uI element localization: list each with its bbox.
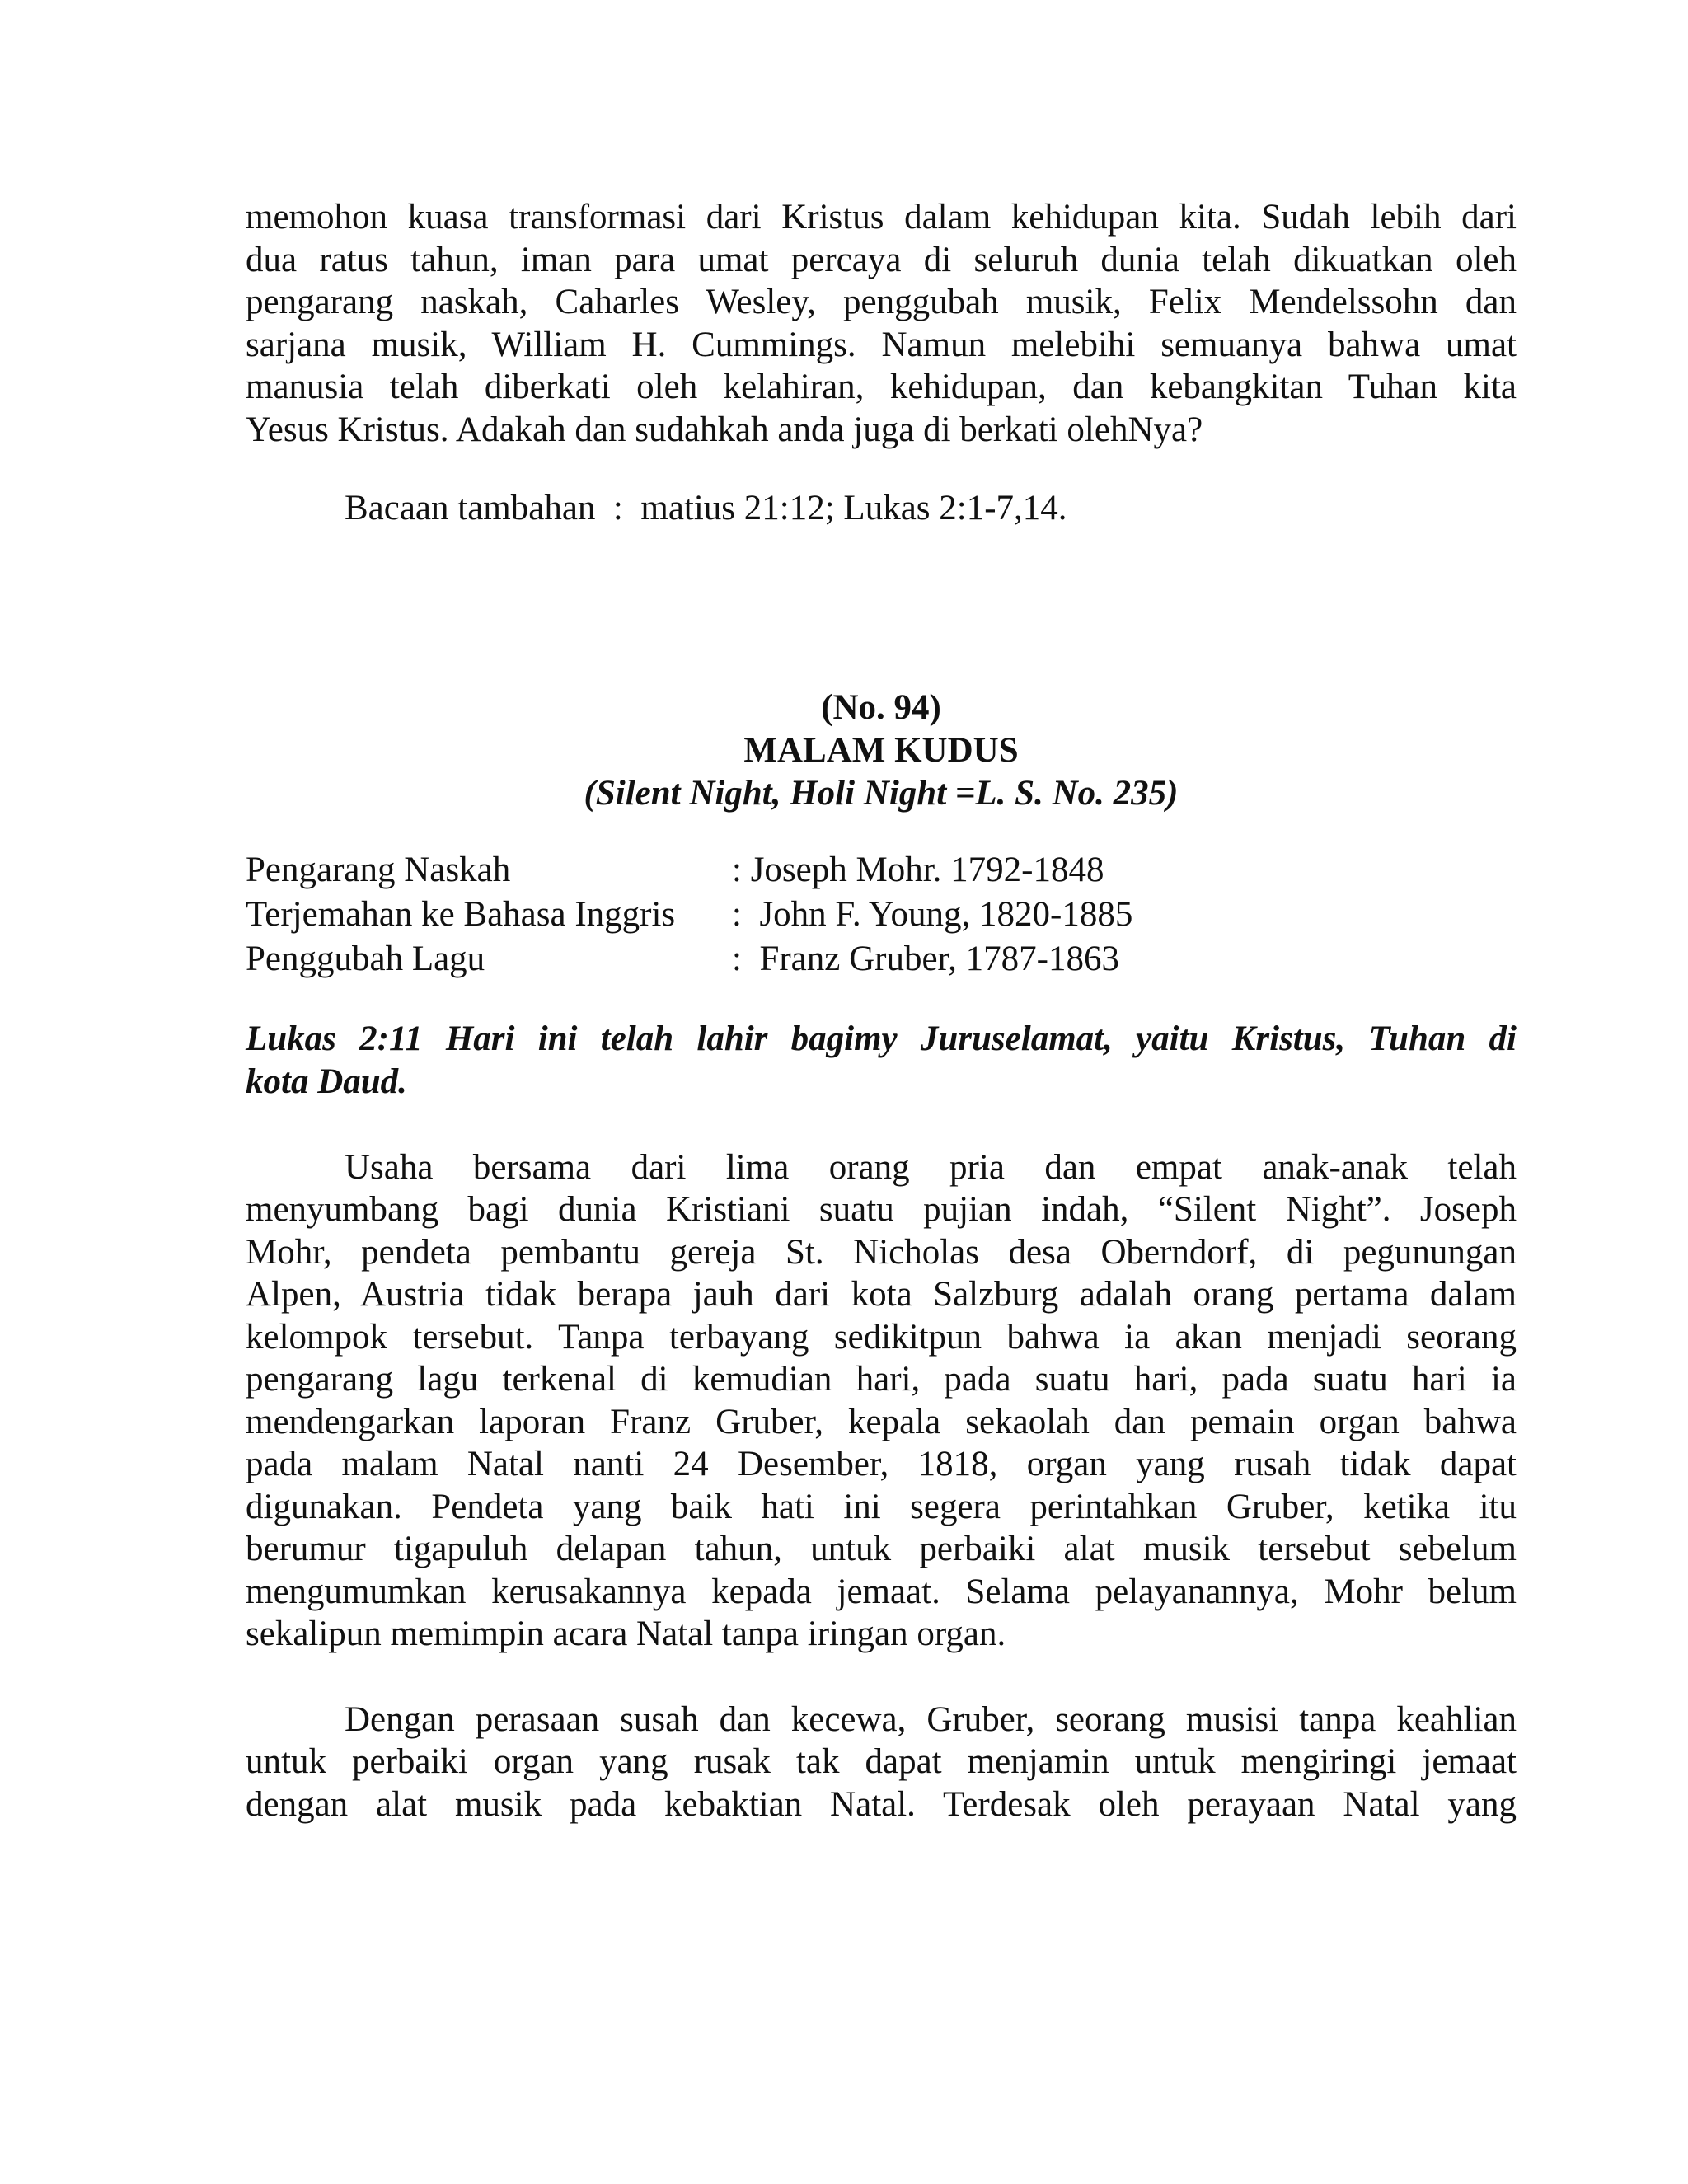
credit-value: : Joseph Mohr. 1792-1848 [732,850,1104,889]
credit-value: : Franz Gruber, 1787-1863 [732,939,1119,978]
credit-value: : John F. Young, 1820-1885 [732,894,1133,934]
scripture-verse [246,1018,1517,1104]
hymn-heading [246,687,1517,815]
text-line: pengarang lagu terkenal di kemudian hari, pada suatu hari, pada suatu hari ia [246,1360,1517,1399]
text-line: menyumbang bagi dunia Kristiani suatu pujian indah, “Silent Night”. Joseph [246,1190,1517,1229]
credit-label: Terjemahan ke Bahasa Inggris [246,894,676,934]
text-line: dua ratus tahun, iman para umat percaya di seluruh dunia telah dikuatkan oleh [246,240,1517,279]
text-line: berumur tigapuluh delapan tahun, untuk perbaiki alat musik tersebut sebelum [246,1530,1517,1568]
text-line: memohon kuasa transformasi dari Kristus dalam kehidupan kita. Sudah lebih dari [246,198,1517,237]
document-page [246,196,1517,1825]
paragraph-gruber [246,1699,1517,1826]
paragraph-history [246,1146,1517,1656]
text-line: pada malam Natal nanti 24 Desember, 1818, organ yang rusah tidak dapat [246,1445,1517,1483]
text-line: Alpen, Austria tidak berapa jauh dari kota Salzburg adalah orang pertama dalam [246,1275,1517,1314]
text-line: mengumumkan kerusakannya kepada jemaat. Selama pelayanannya, Mohr belum [246,1572,1517,1611]
credit-row [246,937,1517,982]
text-line: Yesus Kristus. Adakah dan sudahkah anda juga di berkati olehNya? [246,410,1203,449]
hymn-subtitle: (Silent Night, Holi Night =L. S. No. 235) [584,773,1179,813]
text-line: Usaha bersama dari lima orang pria dan empat anak-anak telah [345,1147,1517,1187]
text-line: Mohr, pendeta pembantu gereja St. Nicholas desa Oberndorf, di pegunungan [246,1232,1517,1272]
text-line: sekalipun memimpin acara Natal tanpa iringan organ. [246,1615,1006,1653]
text-line: manusia telah diberkati oleh kelahiran, kehidupan, dan kebangkitan Tuhan kita [246,368,1517,406]
credit-label: Pengarang Naskah [246,850,511,889]
credit-row [246,893,1517,937]
hymn-number: (No. 94) [821,687,941,727]
text-line: sarjana musik, William H. Cummings. Namun melebihi semuanya bahwa umat [246,325,1517,364]
text-line: kelompok tersebut. Tanpa terbayang sedikitpun bahwa ia akan menjadi seorang [246,1317,1517,1357]
paragraph-intro [246,196,1517,451]
text-line: untuk perbaiki organ yang rusak tak dapat menjamin untuk mengiringi jemaat [246,1742,1517,1781]
hymn-title: MALAM KUDUS [743,730,1019,770]
text-line: digunakan. Pendeta yang baik hati ini segera perintahkan Gruber, ketika itu [246,1487,1517,1526]
text-line: Lukas 2:11 Hari ini telah lahir bagimy Juruselamat, yaitu Kristus, Tuhan di [246,1019,1517,1058]
text-line: pengarang naskah, Caharles Wesley, penggubah musik, Felix Mendelssohn dan [246,283,1517,321]
credit-row [246,848,1517,893]
text-line: mendengarkan laporan Franz Gruber, kepala sekaolah dan pemain organ bahwa [246,1402,1517,1441]
credit-label: Penggubah Lagu [246,939,485,978]
credits-list [246,848,1517,982]
text-line: kota Daud. [246,1062,407,1101]
text-line: Dengan perasaan susah dan kecewa, Gruber, seorang musisi tanpa keahlian [345,1699,1517,1739]
additional-reading: Bacaan tambahan : matius 21:12; Lukas 2:1-7,14. [345,489,1067,527]
text-line: dengan alat musik pada kebaktian Natal. Terdesak oleh perayaan Natal yang [246,1784,1517,1824]
